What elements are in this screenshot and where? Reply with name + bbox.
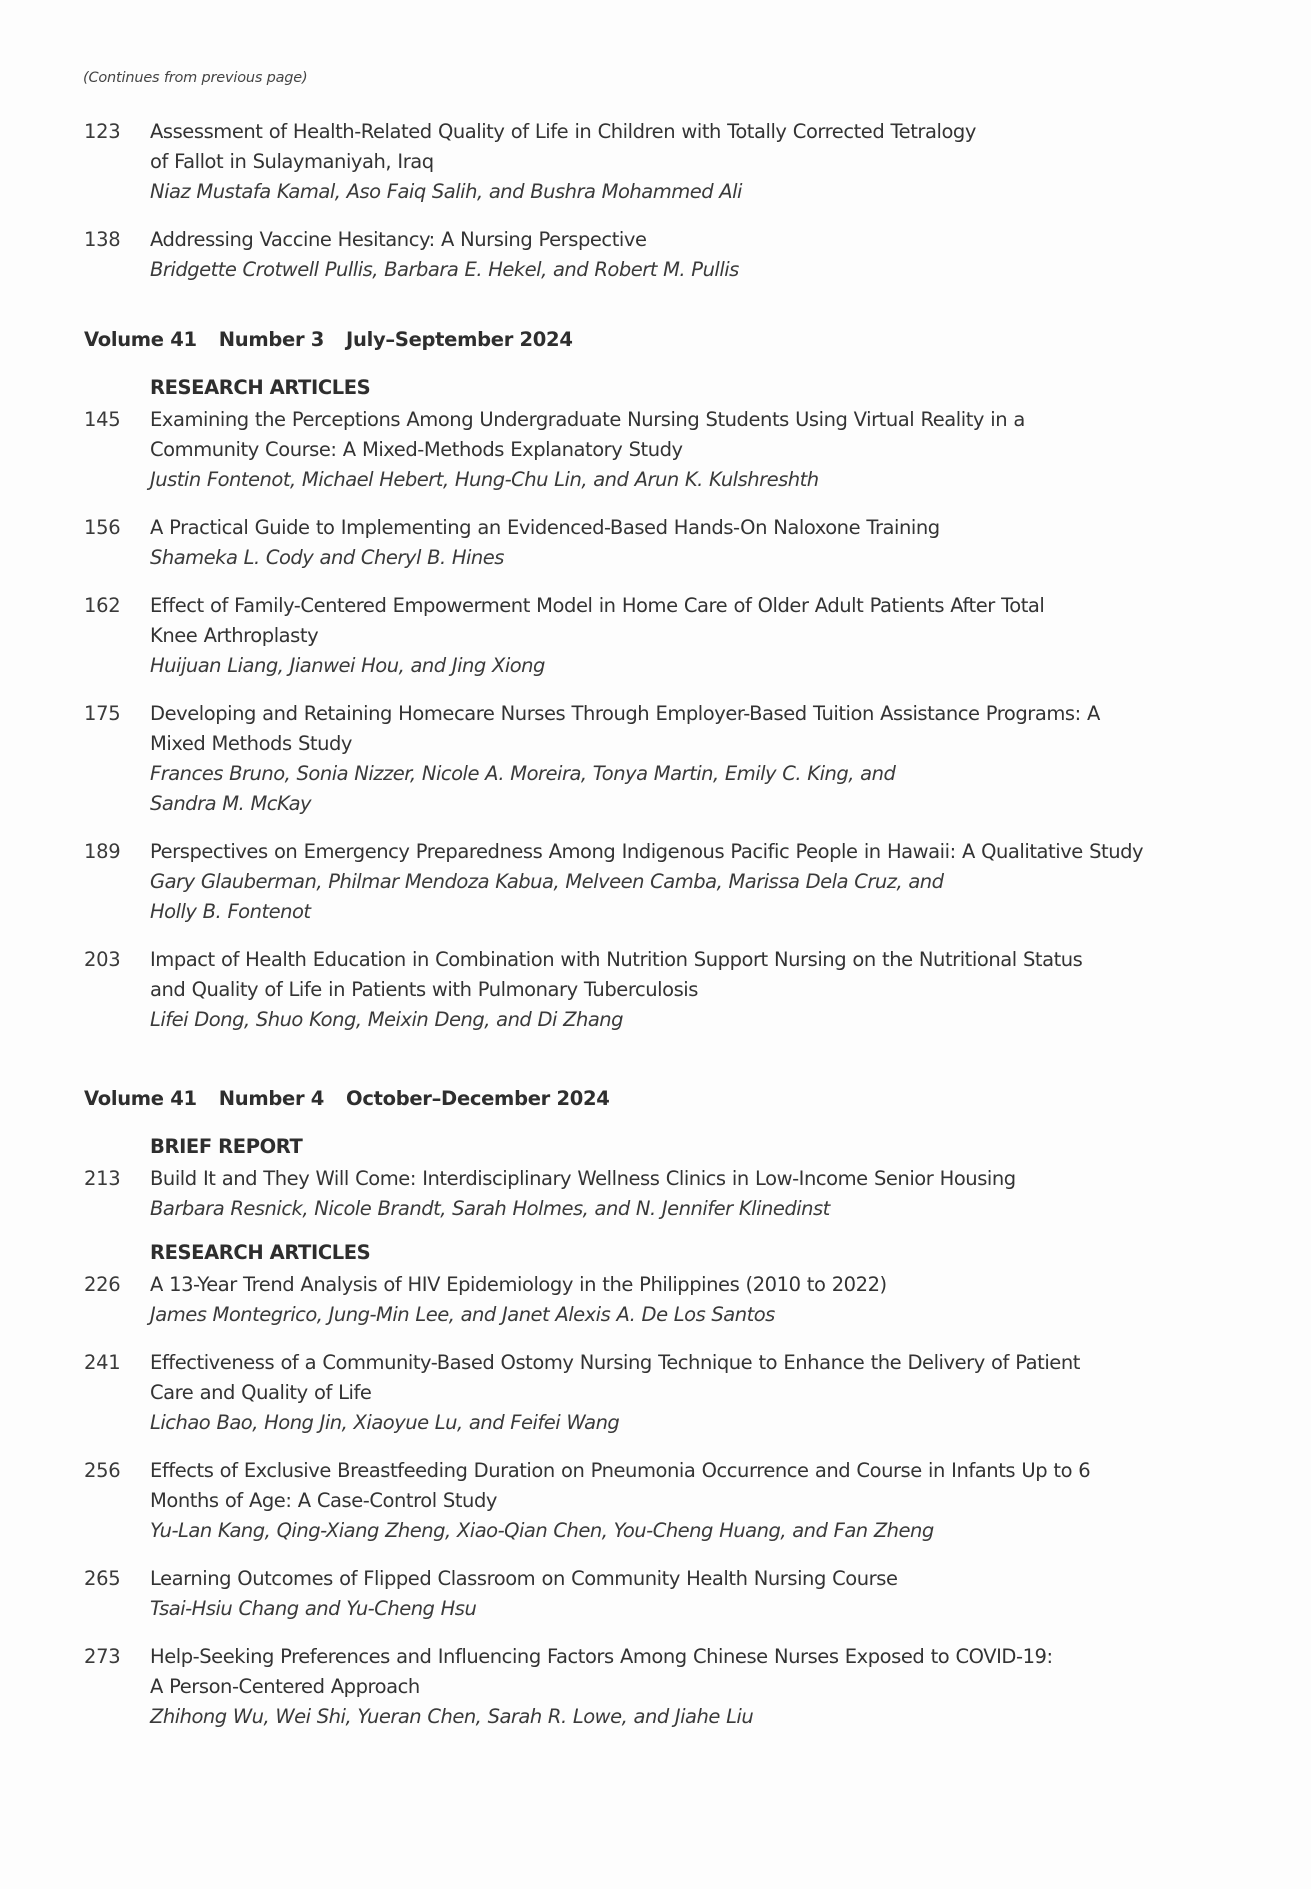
issue-volume: Volume 41 xyxy=(84,328,197,351)
issue-heading xyxy=(84,1084,1244,1114)
article-authors xyxy=(150,465,1244,495)
title-line: Community Course: A Mixed-Methods Explanatory Study xyxy=(150,438,683,461)
title-line: Build It and They Will Come: Interdisciplinary Wellness Clinics in Low-Income Senior Housing xyxy=(150,1167,1016,1190)
authors-line: Lichao Bao, Hong Jin, Xiaoyue Lu, and Feifei Wang xyxy=(150,1411,620,1434)
toc-entry[interactable] xyxy=(84,117,1244,207)
title-line: Months of Age: A Case-Control Study xyxy=(150,1489,497,1512)
page-number: 123 xyxy=(84,120,121,143)
article-authors xyxy=(150,1194,1244,1224)
page-number: 256 xyxy=(84,1459,121,1482)
page-number: 241 xyxy=(84,1351,121,1374)
issue-heading xyxy=(84,325,1244,355)
continues-note: (Continues from previous page) xyxy=(83,70,308,86)
section-label: RESEARCH ARTICLES xyxy=(150,1241,371,1264)
title-line: A Person-Centered Approach xyxy=(150,1675,420,1698)
page-number: 138 xyxy=(84,228,121,251)
toc-entry[interactable] xyxy=(84,1564,1244,1624)
authors-line: Sandra M. McKay xyxy=(150,792,312,815)
title-line: Assessment of Health-Related Quality of Life in Children with Totally Corrected Tetralogy xyxy=(150,120,976,143)
title-line: and Quality of Life in Patients with Pulmonary Tuberculosis xyxy=(150,978,698,1001)
authors-line: James Montegrico, Jung-Min Lee, and Janet Alexis A. De Los Santos xyxy=(150,1303,775,1326)
issue-period: July–September 2024 xyxy=(346,328,573,351)
title-line: Care and Quality of Life xyxy=(150,1381,372,1404)
title-line: Mixed Methods Study xyxy=(150,732,352,755)
article-title xyxy=(150,1164,1244,1194)
toc-entry[interactable] xyxy=(84,1456,1244,1546)
article-title xyxy=(150,117,1244,177)
title-line: of Fallot in Sulaymaniyah, Iraq xyxy=(150,150,434,173)
authors-line: Justin Fontenot, Michael Hebert, Hung-Chu Lin, and Arun K. Kulshreshth xyxy=(150,468,819,491)
article-authors xyxy=(150,759,1244,819)
authors-line: Gary Glauberman, Philmar Mendoza Kabua, Melveen Camba, Marissa Dela Cruz, and xyxy=(150,870,944,893)
title-line: Addressing Vaccine Hesitancy: A Nursing Perspective xyxy=(150,228,647,251)
authors-line: Zhihong Wu, Wei Shi, Yueran Chen, Sarah R. Lowe, and Jiahe Liu xyxy=(150,1705,754,1728)
toc-entry[interactable] xyxy=(84,1270,1244,1330)
article-title xyxy=(150,1456,1244,1516)
article-title xyxy=(150,591,1244,651)
article-title xyxy=(150,699,1244,759)
issue-period: October–December 2024 xyxy=(346,1087,610,1110)
section-label: RESEARCH ARTICLES xyxy=(150,376,371,399)
issue-volume: Volume 41 xyxy=(84,1087,197,1110)
article-title xyxy=(150,945,1244,1005)
issue-number: Number 4 xyxy=(218,1087,325,1110)
authors-line: Frances Bruno, Sonia Nizzer, Nicole A. Moreira, Tonya Martin, Emily C. King, and xyxy=(150,762,896,785)
toc-entry[interactable] xyxy=(84,699,1244,819)
title-line: Perspectives on Emergency Preparedness Among Indigenous Pacific People in Hawaii: A Qualitative Study xyxy=(150,840,1144,863)
issue-block-v41-n4 xyxy=(84,1084,1244,1732)
toc-entry[interactable] xyxy=(84,837,1244,927)
title-line: Effectiveness of a Community-Based Ostomy Nursing Technique to Enhance the Delivery of Patient xyxy=(150,1351,1080,1374)
article-title xyxy=(150,405,1244,465)
authors-line: Niaz Mustafa Kamal, Aso Faiq Salih, and Bushra Mohammed Ali xyxy=(150,180,742,203)
page-number: 162 xyxy=(84,594,121,617)
issue-block-v41-n3 xyxy=(84,325,1244,1035)
page-number: 273 xyxy=(84,1645,121,1668)
toc-entry[interactable] xyxy=(84,945,1244,1035)
title-line: Impact of Health Education in Combination with Nutrition Support Nursing on the Nutritional Status xyxy=(150,948,1083,971)
authors-line: Barbara Resnick, Nicole Brandt, Sarah Holmes, and N. Jennifer Klinedinst xyxy=(150,1197,830,1220)
article-authors xyxy=(150,867,1244,927)
page-number: 189 xyxy=(84,840,121,863)
article-authors xyxy=(150,255,1244,285)
title-line: Developing and Retaining Homecare Nurses Through Employer-Based Tuition Assistance Programs: A xyxy=(150,702,1100,725)
toc-entry[interactable] xyxy=(84,591,1244,681)
article-authors xyxy=(150,651,1244,681)
title-line: Examining the Perceptions Among Undergraduate Nursing Students Using Virtual Reality in a xyxy=(150,408,1025,431)
title-line: Help-Seeking Preferences and Influencing Factors Among Chinese Nurses Exposed to COVID-19: xyxy=(150,1645,1053,1668)
title-line: Learning Outcomes of Flipped Classroom on Community Health Nursing Course xyxy=(150,1567,898,1590)
toc-content xyxy=(84,117,1244,1750)
article-authors xyxy=(150,1702,1244,1732)
toc-entry[interactable] xyxy=(84,1642,1244,1732)
article-title xyxy=(150,837,1244,867)
page-number: 156 xyxy=(84,516,121,539)
toc-entry[interactable] xyxy=(84,1348,1244,1438)
toc-entry[interactable] xyxy=(84,225,1244,285)
article-title xyxy=(150,1564,1244,1594)
section-label: BRIEF REPORT xyxy=(150,1135,303,1158)
article-title xyxy=(150,513,1244,543)
article-authors xyxy=(150,1005,1244,1035)
title-line: Effects of Exclusive Breastfeeding Duration on Pneumonia Occurrence and Course in Infants Up to 6 xyxy=(150,1459,1091,1482)
page-number: 145 xyxy=(84,408,121,431)
article-title xyxy=(150,225,1244,255)
page-number: 213 xyxy=(84,1167,121,1190)
authors-line: Tsai-Hsiu Chang and Yu-Cheng Hsu xyxy=(150,1597,477,1620)
toc-entry[interactable] xyxy=(84,513,1244,573)
authors-line: Shameka L. Cody and Cheryl B. Hines xyxy=(150,546,504,569)
authors-line: Yu-Lan Kang, Qing-Xiang Zheng, Xiao-Qian Chen, You-Cheng Huang, and Fan Zheng xyxy=(150,1519,934,1542)
title-line: A 13-Year Trend Analysis of HIV Epidemiology in the Philippines (2010 to 2022) xyxy=(150,1273,887,1296)
page-number: 203 xyxy=(84,948,121,971)
article-authors xyxy=(150,177,1244,207)
authors-line: Holly B. Fontenot xyxy=(150,900,311,923)
toc-entry[interactable] xyxy=(84,1164,1244,1224)
article-title xyxy=(150,1642,1244,1702)
page-number: 175 xyxy=(84,702,121,725)
toc-entry[interactable] xyxy=(84,405,1244,495)
article-title xyxy=(150,1270,1244,1300)
issue-number: Number 3 xyxy=(218,328,325,351)
article-authors xyxy=(150,1594,1244,1624)
authors-line: Huijuan Liang, Jianwei Hou, and Jing Xiong xyxy=(150,654,545,677)
authors-line: Bridgette Crotwell Pullis, Barbara E. Hekel, and Robert M. Pullis xyxy=(150,258,739,281)
page-number: 226 xyxy=(84,1273,121,1296)
article-authors xyxy=(150,1516,1244,1546)
authors-line: Lifei Dong, Shuo Kong, Meixin Deng, and Di Zhang xyxy=(150,1008,624,1031)
title-line: A Practical Guide to Implementing an Evidenced-Based Hands-On Naloxone Training xyxy=(150,516,940,539)
page-number: 265 xyxy=(84,1567,121,1590)
article-authors xyxy=(150,1300,1244,1330)
title-line: Effect of Family-Centered Empowerment Model in Home Care of Older Adult Patients After Total xyxy=(150,594,1045,617)
article-title xyxy=(150,1348,1244,1408)
article-authors xyxy=(150,543,1244,573)
title-line: Knee Arthroplasty xyxy=(150,624,319,647)
article-authors xyxy=(150,1408,1244,1438)
